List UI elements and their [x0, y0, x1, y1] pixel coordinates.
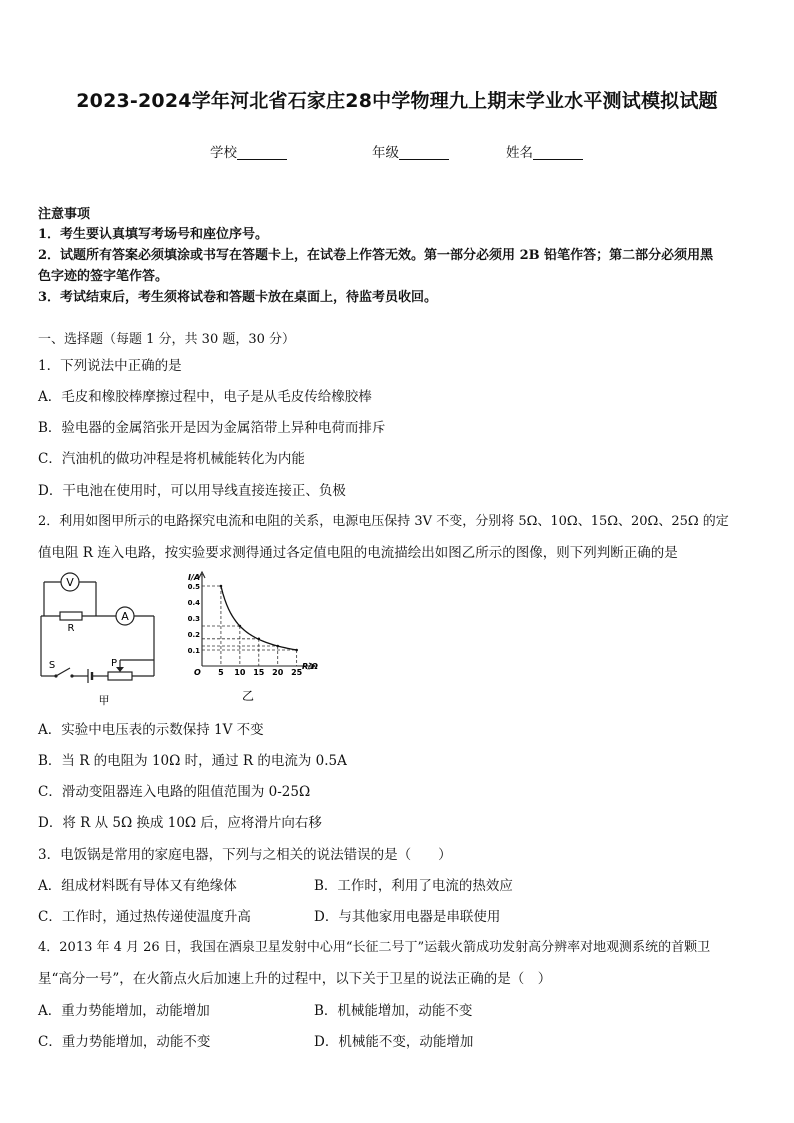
x-axis-label: R/Ω	[302, 662, 318, 671]
figure-caption-yi: 乙	[241, 689, 255, 703]
q4-option-c: C．重力势能增加，动能不变	[38, 1034, 211, 1050]
school-label: 学校	[210, 145, 237, 161]
grade-field	[372, 141, 449, 161]
notice-item: 2．试题所有答案必须填涂或书写在答题卡上，在试卷上作答无效。第一部分必须用 2B 铅笔作答；第二部分必须用黑	[38, 248, 714, 263]
q3-stem: 3．电饭锅是常用的家庭电器，下列与之相关的说法错误的是（ ）	[38, 847, 452, 863]
resistor-symbol	[60, 612, 82, 620]
x-tick-label: 5	[218, 668, 224, 677]
data-point	[295, 649, 298, 652]
school-field	[210, 141, 287, 161]
figure-caption-jia: 甲	[98, 694, 110, 707]
section-heading: 一、选择题（每题 1 分，共 30 题，30 分）	[38, 332, 296, 347]
y-tick-label: 0.2	[187, 631, 200, 639]
q4-stem-line2: 星“高分一号”，在火箭点火后加速上升的过程中，以下关于卫星的说法正确的是（ ）	[38, 971, 552, 987]
voltmeter-label: V	[66, 576, 74, 589]
q2-option-b: B．当 R 的电阻为 10Ω 时，通过 R 的电流为 0.5A	[38, 753, 347, 769]
notice-heading: 注意事项	[38, 207, 91, 222]
q4-option-a: A．重力势能增加，动能增加	[38, 1003, 210, 1019]
q3-option-d: D．与其他家用电器是串联使用	[314, 909, 501, 925]
q4-option-b: B．机械能增加，动能不变	[314, 1003, 473, 1019]
q2-stem-line1: 2．利用如图甲所示的电路探究电流和电阻的关系，电源电压保持 3V 不变，分别将 5Ω、10Ω、15Ω、20Ω、25Ω 的定	[38, 514, 729, 529]
origin-label: O	[194, 668, 201, 677]
q1-option-b: B．验电器的金属箔张开是因为金属箔带上异种电荷而排斥	[38, 420, 386, 436]
x-tick-label: 10	[234, 668, 246, 677]
q3-option-a: A．组成材料既有导体又有绝缘体	[38, 878, 237, 894]
resistor-label: R	[67, 623, 75, 634]
q2-option-a: A．实验中电压表的示数保持 1V 不变	[38, 722, 264, 738]
rheostat-symbol	[108, 672, 132, 680]
rheostat-label: P	[110, 658, 118, 669]
q4-option-d: D．机械能不变，动能增加	[314, 1034, 474, 1050]
current-resistance-graph	[182, 568, 332, 704]
q2-stem-line2: 值电阻 R 连入电路，按实验要求测得通过各定值电阻的电流描绘出如图乙所示的图像，则下列判断正确的是	[38, 545, 678, 561]
q1-option-c: C．汽油机的做功冲程是将机械能转化为内能	[38, 451, 305, 467]
y-tick-label: 0.1	[187, 647, 200, 655]
q3-option-c: C．工作时，通过热传递使温度升高	[38, 909, 251, 925]
y-axis-label: I/A	[188, 573, 201, 582]
x-tick-label: 20	[272, 668, 284, 677]
data-point	[276, 645, 279, 648]
q1-option-a: A．毛皮和橡胶棒摩擦过程中，电子是从毛皮传给橡胶棒	[38, 389, 372, 405]
y-tick-label: 0.3	[187, 615, 200, 623]
notice-item: 1．考生要认真填写考场号和座位序号。	[38, 227, 269, 242]
notice-item: 3．考试结束后，考生须将试卷和答题卡放在桌面上，待监考员收回。	[38, 290, 438, 305]
q2-option-d: D．将 R 从 5Ω 换成 10Ω 后，应将滑片向右移	[38, 815, 322, 831]
circuit-diagram-jia	[36, 568, 166, 708]
name-field	[506, 141, 583, 161]
name-label: 姓名	[506, 145, 533, 161]
x-tick-label: 25	[291, 668, 303, 677]
grade-label: 年级	[372, 145, 399, 161]
notice-item: 色字迹的签字笔作答。	[38, 269, 169, 284]
data-point	[239, 625, 242, 628]
q1-option-d: D．干电池在使用时，可以用导线直接连接正、负极	[38, 483, 346, 499]
data-point	[220, 585, 223, 588]
y-tick-label: 0.4	[187, 599, 200, 607]
q1-stem: 1．下列说法中正确的是	[38, 358, 182, 374]
data-point	[257, 638, 260, 641]
x-tick-label: 15	[253, 668, 265, 677]
y-tick-label: 0.5	[187, 583, 200, 591]
page-title: 2023-2024学年河北省石家庄28中学物理九上期末学业水平测试模拟试题	[76, 90, 718, 112]
ammeter-label: A	[121, 610, 129, 623]
q3-option-b: B．工作时，利用了电流的热效应	[314, 878, 513, 894]
q4-stem-line1: 4．2013 年 4 月 26 日，我国在酒泉卫星发射中心用“长征二号丁”运载火箭成功发射高分辨率对地观测系统的首颗卫	[38, 940, 711, 955]
q2-option-c: C．滑动变阻器连入电路的阻值范围为 0-25Ω	[38, 784, 311, 800]
switch-label: S	[48, 660, 56, 671]
